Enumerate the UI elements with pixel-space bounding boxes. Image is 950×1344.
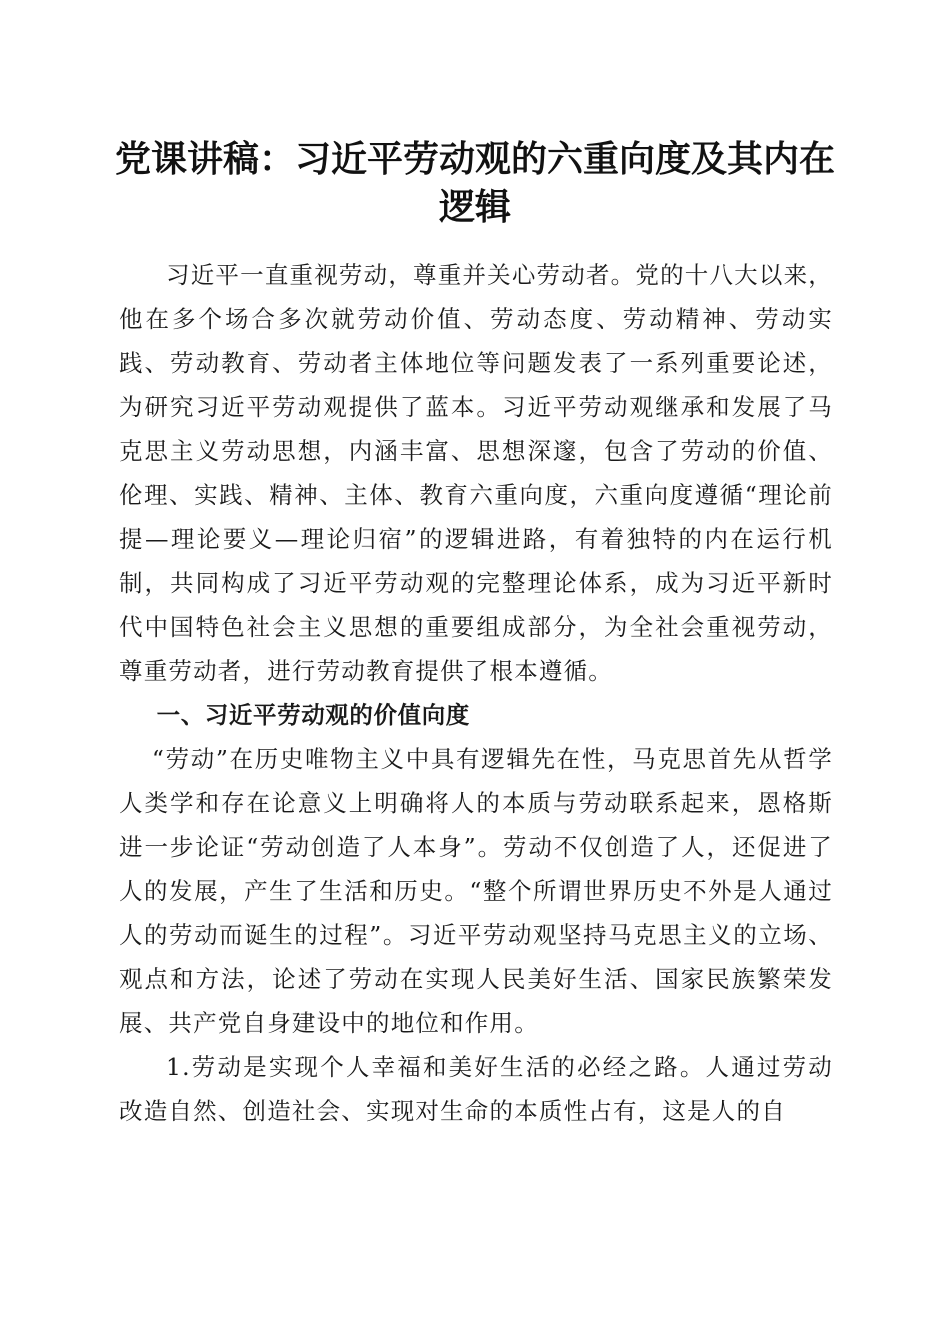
intro-paragraph: 习近平一直重视劳动，尊重并关心劳动者。党的十八大以来，他在多个场合多次就劳动价值、劳动态度、劳动精神、劳动实践、劳动教育、劳动者主体地位等问题发表了一系列重要论述，为研究习近平劳动观提供了蓝本。习近平劳动观继承和发展了马克思主义劳动思想，内涵丰富、思想深邃，包含了劳动的价值、伦理、实践、精神、主体、教育六重向度，六重向度遵循“理论前提—理论要义—理论归宿”的逻辑进路，有着独特的内在运行机制，共同构成了习近平劳动观的完整理论体系，成为习近平新时代中国特色社会主义思想的重要组成部分，为全社会重视劳动，尊重劳动者，进行劳动教育提供了根本遵循。 xyxy=(119,261,833,685)
value-paragraph: “劳动”在历史唯物主义中具有逻辑先在性，马克思首先从哲学人类学和存在论意义上明确将人的本质与劳动联系起来，恩格斯进一步论证“劳动创造了人本身”。劳动不仅创造了人，还促进了人的发展，产生了生活和历史。“整个所谓世界历史不外是人通过人的劳动而诞生的过程”。习近平劳动观坚持马克思主义的立场、观点和方法，论述了劳动在实现人民美好生活、国家民族繁荣发展、共产党自身建设中的地位和作用。 xyxy=(119,745,833,1037)
point-1-paragraph: 1.劳动是实现个人幸福和美好生活的必经之路。人通过劳动改造自然、创造社会、实现对生命的本质性占有，这是人的自 xyxy=(119,1053,833,1125)
document-title xyxy=(100,135,850,231)
title-line-2: 逻辑 xyxy=(438,186,511,228)
section-heading-value: 一、习近平劳动观的价值向度 xyxy=(156,701,470,729)
title-line-1: 党课讲稿：习近平劳动观的六重向度及其内在 xyxy=(114,138,835,180)
document-body xyxy=(119,253,833,1133)
